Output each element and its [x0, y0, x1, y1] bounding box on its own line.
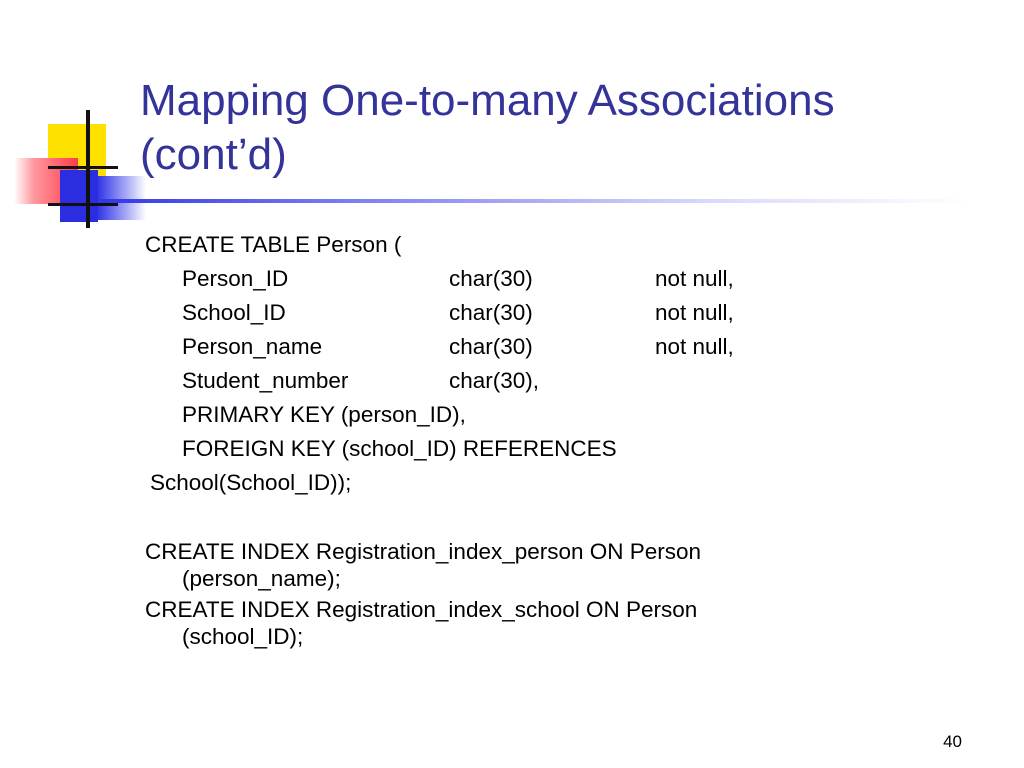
- index-line-1: CREATE INDEX Registration_index_school ON Person: [145, 597, 698, 622]
- logo-blue-fade: [98, 176, 146, 220]
- slide-body: [145, 228, 1005, 654]
- logo-vertical-line: [86, 110, 90, 228]
- column-name: School_ID: [182, 300, 286, 325]
- column-type: char(30),: [449, 368, 540, 393]
- title-divider: [100, 199, 970, 203]
- logo-horizontal-line: [48, 166, 118, 169]
- logo-horizontal-line: [48, 203, 118, 206]
- column-row: [145, 330, 1005, 364]
- references-line: School(School_ID));: [150, 470, 352, 495]
- foreign-key-line: FOREIGN KEY (school_ID) REFERENCES: [182, 436, 617, 461]
- column-row: [145, 364, 1005, 398]
- create-index-statement: [145, 538, 1005, 592]
- create-index-statement: [145, 596, 1005, 650]
- column-name: Student_number: [182, 368, 349, 393]
- column-name: Person_ID: [182, 266, 289, 291]
- column-constraint: not null,: [655, 266, 734, 291]
- column-name: Person_name: [182, 334, 323, 359]
- column-type: char(30): [449, 334, 533, 359]
- logo-blue-square: [60, 170, 98, 222]
- column-row: [145, 296, 1005, 330]
- index-line-2: (school_ID);: [182, 624, 304, 649]
- title-line-2: (cont’d): [140, 130, 287, 179]
- page-number: 40: [943, 732, 962, 751]
- slide-title: [140, 74, 1000, 182]
- column-type: char(30): [449, 300, 533, 325]
- column-constraint: not null,: [655, 300, 734, 325]
- index-line-1: CREATE INDEX Registration_index_person ON Person: [145, 539, 702, 564]
- create-table-line: CREATE TABLE Person (: [145, 232, 402, 257]
- primary-key-line: PRIMARY KEY (person_ID),: [182, 402, 466, 427]
- column-type: char(30): [449, 266, 533, 291]
- index-line-2: (person_name);: [182, 566, 341, 591]
- title-line-1: Mapping One-to-many Associations: [140, 76, 835, 125]
- column-constraint: not null,: [655, 334, 734, 359]
- column-row: [145, 262, 1005, 296]
